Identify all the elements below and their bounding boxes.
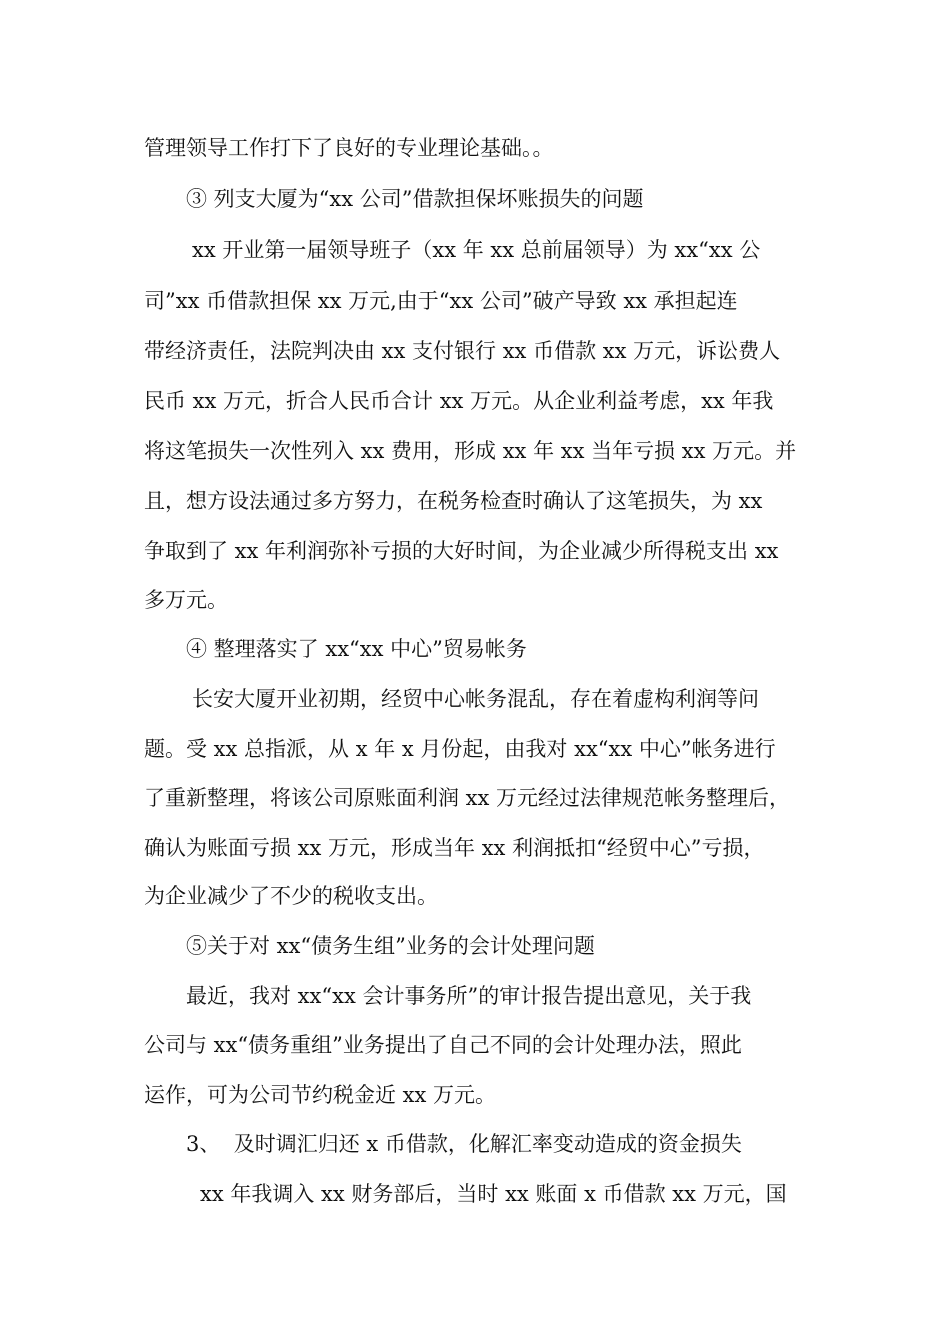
body-text-line: 长安大厦开业初期，经贸中心帐务混乱，存在着虚构利润等问 bbox=[192, 687, 759, 711]
body-text-line: 为企业减少了不少的税收支出。 bbox=[144, 884, 438, 908]
body-text-line: 最近，我对 xx“xx 会计事务所”的审计报告提出意见，关于我 bbox=[186, 984, 752, 1008]
body-text-line: 确认为账面亏损 xx 万元，形成当年 xx 利润抵扣“经贸中心”亏损， bbox=[144, 836, 765, 860]
section-heading: ⑤关于对 xx“债务生组”业务的会计处理问题 bbox=[186, 934, 595, 958]
body-text-line: 民币 xx 万元，折合人民币合计 xx 万元。从企业利益考虑，xx 年我 bbox=[144, 389, 774, 413]
section-heading: 3、 及时调汇归还 x 币借款，化解汇率变动造成的资金损失 bbox=[186, 1132, 742, 1156]
body-text-line: xx 开业第一届领导班子（xx 年 xx 总前届领导）为 xx“xx 公 bbox=[192, 238, 761, 262]
body-text-line: 公司与 xx“债务重组”业务提出了自己不同的会计处理办法，照此 bbox=[144, 1033, 742, 1057]
body-text-line: 多万元。 bbox=[144, 588, 228, 612]
body-text-line: 了重新整理，将该公司原账面利润 xx 万元经过法律规范帐务整理后， bbox=[144, 786, 791, 810]
body-text-line: xx 年我调入 xx 财务部后，当时 xx 账面 x 币借款 xx 万元，国 bbox=[200, 1182, 787, 1206]
section-heading: ④ 整理落实了 xx“xx 中心”贸易帐务 bbox=[186, 637, 527, 661]
body-text-line: 运作，可为公司节约税金近 xx 万元。 bbox=[144, 1083, 497, 1107]
body-text-line: 管理领导工作打下了良好的专业理论基础。。 bbox=[144, 136, 554, 160]
body-text-line: 题。受 xx 总指派，从 x 年 x 月份起，由我对 xx“xx 中心”帐务进行 bbox=[144, 737, 776, 761]
section-heading: ③ 列支大厦为“xx 公司”借款担保坏账损失的问题 bbox=[186, 187, 644, 211]
body-text-line: 司”xx 币借款担保 xx 万元,由于“xx 公司”破产导致 xx 承担起连 bbox=[144, 289, 738, 313]
body-text-line: 争取到了 xx 年利润弥补亏损的大好时间，为企业减少所得税支出 xx bbox=[144, 539, 779, 563]
body-text-line: 且，想方设法通过多方努力，在税务检查时确认了这笔损失，为 xx bbox=[144, 489, 763, 513]
body-text-line: 带经济责任，法院判决由 xx 支付银行 xx 币借款 xx 万元，诉讼费人 bbox=[144, 339, 781, 363]
body-text-line: 将这笔损失一次性列入 xx 费用，形成 xx 年 xx 当年亏损 xx 万元。并 bbox=[144, 439, 797, 463]
